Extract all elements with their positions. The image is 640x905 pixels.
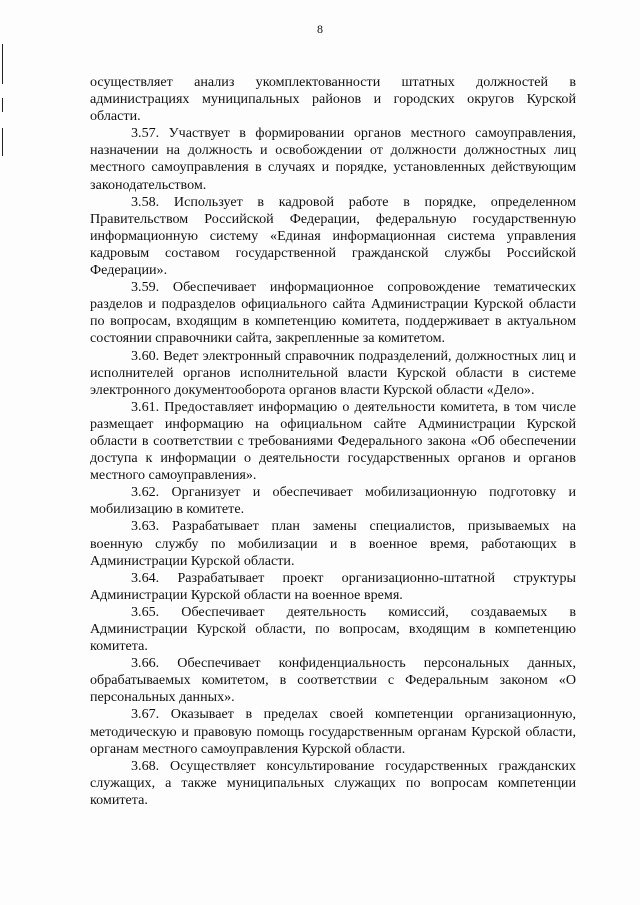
paragraph-text: Предоставляет информацию о деятельности комитета, в том числе размещает информацию на официальном сайте Администрации Курской области в соответствии с требованиями Федерального закона «Об обеспечении доступа к информации о деятельности государственных органов и органов местного самоуправления». bbox=[90, 398, 576, 484]
paragraph-number: 3.63. bbox=[131, 518, 160, 535]
paragraph-3-66 bbox=[90, 655, 576, 706]
scan-margin-mark bbox=[2, 44, 3, 84]
page-number: 8 bbox=[317, 22, 323, 36]
paragraph-number: 3.66. bbox=[131, 655, 160, 672]
paragraph-text: Оказывает в пределах своей компетенции организационную, методическую и правовую помощь государственным органам Курской области, органам местного самоуправления Курской области. bbox=[90, 706, 576, 757]
paragraph-number: 3.57. bbox=[131, 125, 160, 142]
paragraph-text: Разрабатывает план замены специалистов, призываемых на военную службу по мобилизации и в военное время, работающих в Администрации Курской области. bbox=[90, 518, 577, 569]
paragraph-3-63 bbox=[90, 518, 576, 569]
paragraph-3-58 bbox=[90, 194, 576, 279]
paragraph-number: 3.68. bbox=[131, 757, 160, 774]
paragraph-3-65 bbox=[90, 604, 576, 655]
paragraph-text: Осуществляет консультирование государственных гражданских служащих, а также муниципальных служащих по вопросам компетенции комитета. bbox=[90, 757, 576, 808]
paragraph-3-67 bbox=[90, 706, 576, 757]
paragraph-text: Использует в кадровой работе в порядке, определенном Правительством Российской Федерации, федеральную государственную информационную систему «Единая информационная система управления кадровым составом государственной гражданской службы Российской Федерации». bbox=[90, 193, 576, 279]
paragraph-3-64 bbox=[90, 570, 576, 604]
paragraph-3-59 bbox=[90, 279, 576, 347]
paragraph-text: осуществляет анализ укомплектованности штатных должностей в администрациях муниципальных районов и городских округов Курской области. bbox=[90, 74, 576, 125]
paragraph-text: Обеспечивает деятельность комиссий, создаваемых в Администрации Курской области, по вопросам, входящим в компетенцию комитета. bbox=[90, 603, 576, 655]
paragraph-text: Обеспечивает информационное сопровождение тематических разделов и подразделов официального сайта Администрации Курской области по вопросам, входящим в компетенцию комитета, поддерживает в актуальном состоянии справочники сайта, закрепленные за комитетом. bbox=[90, 279, 576, 347]
paragraph-number: 3.62. bbox=[131, 484, 160, 501]
paragraph-number: 3.60. bbox=[131, 347, 160, 364]
paragraph-number: 3.59. bbox=[131, 279, 160, 296]
paragraph-3-60 bbox=[90, 348, 576, 399]
paragraph-text: Ведет электронный справочник подразделений, должностных лиц и исполнителей органов исполнительной власти Курской области в системе электронного документооборота органов власти Курской области «Дело». bbox=[90, 347, 576, 398]
paragraph-text: Разрабатывает проект организационно-штатной структуры Администрации Курской области на военное время. bbox=[90, 569, 576, 603]
paragraph-number: 3.67. bbox=[131, 706, 160, 723]
paragraph-3-61 bbox=[90, 399, 576, 484]
paragraph-text: Организует и обеспечивает мобилизационную подготовку и мобилизацию в комитете. bbox=[90, 484, 576, 518]
paragraph-number: 3.61. bbox=[131, 398, 160, 415]
paragraph-continuation bbox=[90, 74, 576, 125]
paragraph-text: Обеспечивает конфиденциальность персональных данных, обрабатываемых комитетом, в соответствии с Федеральным законом «О персональных данных». bbox=[90, 655, 576, 706]
paragraph-number: 3.65. bbox=[131, 603, 160, 620]
paragraph-text: Участвует в формировании органов местного самоуправления, назначении на должность и освобождении от должности должностных лиц местного самоуправления в случаях и порядке, установленных действующим законодательством. bbox=[90, 125, 576, 193]
document-body bbox=[90, 74, 576, 809]
paragraph-number: 3.64. bbox=[131, 569, 160, 586]
paragraph-number: 3.58. bbox=[131, 193, 160, 210]
scan-margin-mark bbox=[2, 98, 3, 112]
paragraph-3-68 bbox=[90, 758, 576, 809]
paragraph-3-62 bbox=[90, 484, 576, 518]
scan-margin-mark bbox=[2, 128, 3, 156]
paragraph-3-57 bbox=[90, 125, 576, 193]
